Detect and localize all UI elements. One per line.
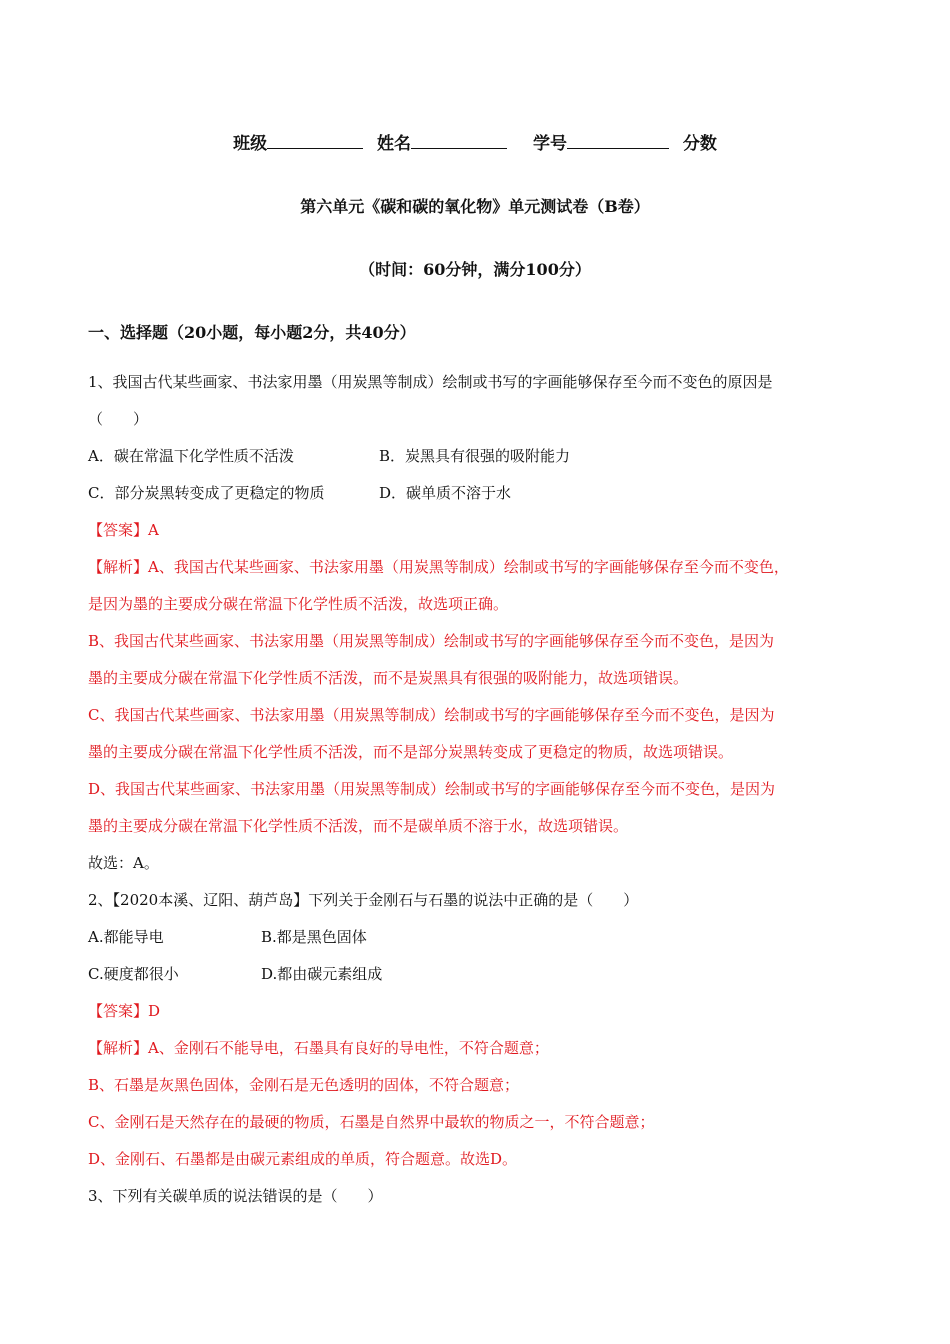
q1-option-b: B．炭黑具有很强的吸附能力 xyxy=(379,447,571,465)
q1-explanation-line: 是因为墨的主要成分碳在常温下化学性质不活泼，故选项正确。 xyxy=(88,595,509,613)
q2-stem: 2、【2020本溪、辽阳、葫芦岛】下列关于金刚石与石墨的说法中正确的是（ ） xyxy=(88,891,639,909)
q1-answer: 【答案】A xyxy=(88,521,159,539)
page-subtitle: （时间：60分钟，满分100分） xyxy=(359,260,591,279)
q1-explanation-line: 【解析】A、我国古代某些画家、书法家用墨（用炭黑等制成）绘制或书写的字画能够保存至今而不变色， xyxy=(88,558,789,576)
q1-explanation-line: D、我国古代某些画家、书法家用墨（用炭黑等制成）绘制或书写的字画能够保存至今而不变色，是因为 xyxy=(88,780,776,798)
q1-option-d: D．碳单质不溶于水 xyxy=(379,484,512,502)
q2-option-d: D.都由碳元素组成 xyxy=(261,965,383,983)
q1-option-c: C．部分炭黑转变成了更稳定的物质 xyxy=(88,484,325,502)
name-blank xyxy=(411,133,507,149)
q2-explanation-line: C、金刚石是天然存在的最硬的物质，石墨是自然界中最软的物质之一，不符合题意； xyxy=(88,1113,655,1131)
student-info-header xyxy=(0,133,950,154)
q2-option-b: B.都是黑色固体 xyxy=(261,928,367,946)
q1-explanation-line: 墨的主要成分碳在常温下化学性质不活泼，而不是碳单质不溶于水，故选项错误。 xyxy=(88,817,629,835)
q1-explanation-line: 墨的主要成分碳在常温下化学性质不活泼，而不是部分炭黑转变成了更稳定的物质，故选项错误。 xyxy=(88,743,734,761)
score-label: 分数 xyxy=(682,134,717,154)
q2-option-c: C.硬度都很小 xyxy=(88,965,179,983)
q2-answer: 【答案】D xyxy=(88,1002,161,1020)
q2-explanation-line: 【解析】A、金刚石不能导电，石墨具有良好的导电性，不符合题意； xyxy=(88,1039,549,1057)
q1-option-a: A．碳在常温下化学性质不活泼 xyxy=(88,447,294,465)
name-label: 姓名 xyxy=(377,134,412,154)
class-blank xyxy=(267,133,363,149)
q2-option-a: A.都能导电 xyxy=(88,928,164,946)
q1-paren: （ ） xyxy=(88,410,149,428)
id-blank xyxy=(567,133,669,149)
section-heading: 一、选择题（20小题，每小题2分，共40分） xyxy=(88,323,416,342)
q1-explanation-line: B、我国古代某些画家、书法家用墨（用炭黑等制成）绘制或书写的字画能够保存至今而不变色，是因为 xyxy=(88,632,775,650)
q2-explanation-line: B、石墨是灰黑色固体，金刚石是无色透明的固体，不符合题意； xyxy=(88,1076,520,1094)
q1-explanation-line: C、我国古代某些画家、书法家用墨（用炭黑等制成）绘制或书写的字画能够保存至今而不变色，是因为 xyxy=(88,706,775,724)
q2-explanation-line: D、金刚石、石墨都是由碳元素组成的单质，符合题意。故选D。 xyxy=(88,1150,518,1168)
id-label: 学号 xyxy=(532,134,567,154)
q1-explanation-line: 墨的主要成分碳在常温下化学性质不活泼，而不是炭黑具有很强的吸附能力，故选项错误。 xyxy=(88,669,689,687)
q1-stem: 1、我国古代某些画家、书法家用墨（用炭黑等制成）绘制或书写的字画能够保存至今而不变色的原因是 xyxy=(88,373,773,391)
q1-conclusion: 故选：A。 xyxy=(88,854,159,872)
page-title: 第六单元《碳和碳的氧化物》单元测试卷（B卷） xyxy=(300,197,650,216)
class-label: 班级 xyxy=(233,134,268,154)
q3-stem: 3、下列有关碳单质的说法错误的是（ ） xyxy=(88,1187,383,1205)
